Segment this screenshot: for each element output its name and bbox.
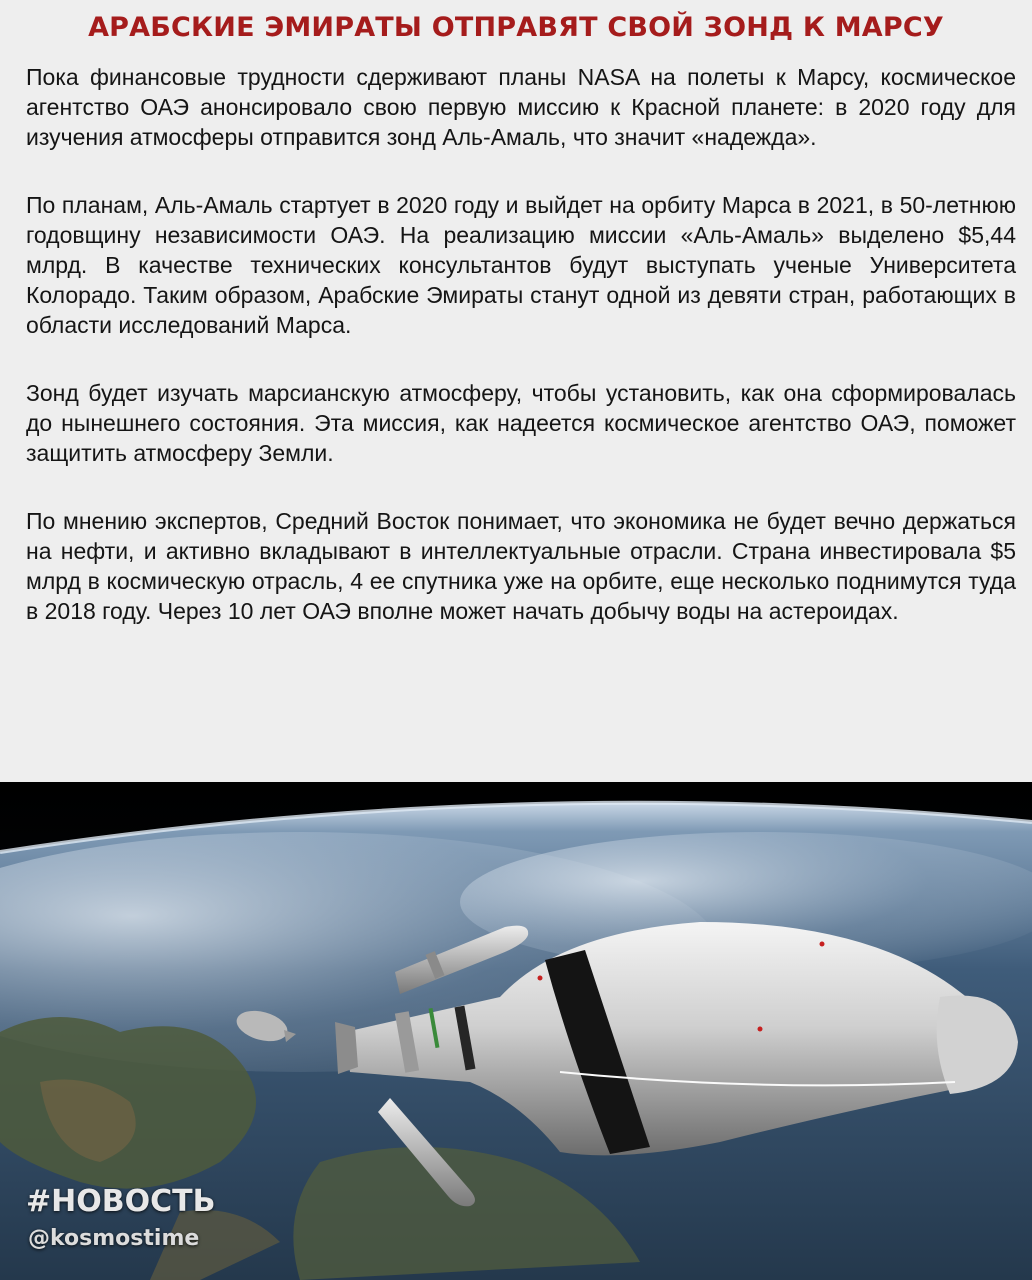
channel-handle: @kosmostime: [28, 1226, 200, 1251]
paragraph-4: По мнению экспертов, Средний Восток понимает, что экономика не будет вечно держаться на нефти, и активно вкладывают в интеллектуальные отрасли. Страна инвестировала $5 млрд в космическую отрасль, 4 ее спутника уже на орбите, еще несколько поднимутся туда в 2018 году. Через 10 лет ОАЭ вполне может начать добычу воды на астероидах.: [26, 508, 1016, 624]
paragraph-3: Зонд будет изучать марсианскую атмосферу, чтобы установить, как она сформировалась до нынешнего состояния. Эта миссия, как надеется космическое агентство ОАЭ, поможет защитить атмосферу Земли.: [26, 380, 1016, 466]
hashtag-label: #НОВОСТЬ: [26, 1184, 216, 1219]
article-body: [26, 62, 1016, 664]
paragraph-1: Пока финансовые трудности сдерживают планы NASA на полеты к Марсу, космическое агентство ОАЭ анонсировало свою первую миссию к Красной планете: в 2020 году для изучения атмосферы отправится зонд Аль-Амаль, что значит «надежда».: [26, 64, 1016, 150]
paragraph-2: По планам, Аль-Амаль стартует в 2020 году и выйдет на орбиту Марса в 2021, в 50-летнюю годовщину независимости ОАЭ. На реализацию миссии «Аль-Амаль» выделено $5,44 млрд. В качестве технических консультантов будут выступать ученые Университета Колорадо. Таким образом, Арабские Эмираты станут одной из девяти стран, работающих в области исследований Марса.: [26, 192, 1016, 338]
headline: АРАБСКИЕ ЭМИРАТЫ ОТПРАВЯТ СВОЙ ЗОНД К МАРСУ: [88, 12, 944, 43]
